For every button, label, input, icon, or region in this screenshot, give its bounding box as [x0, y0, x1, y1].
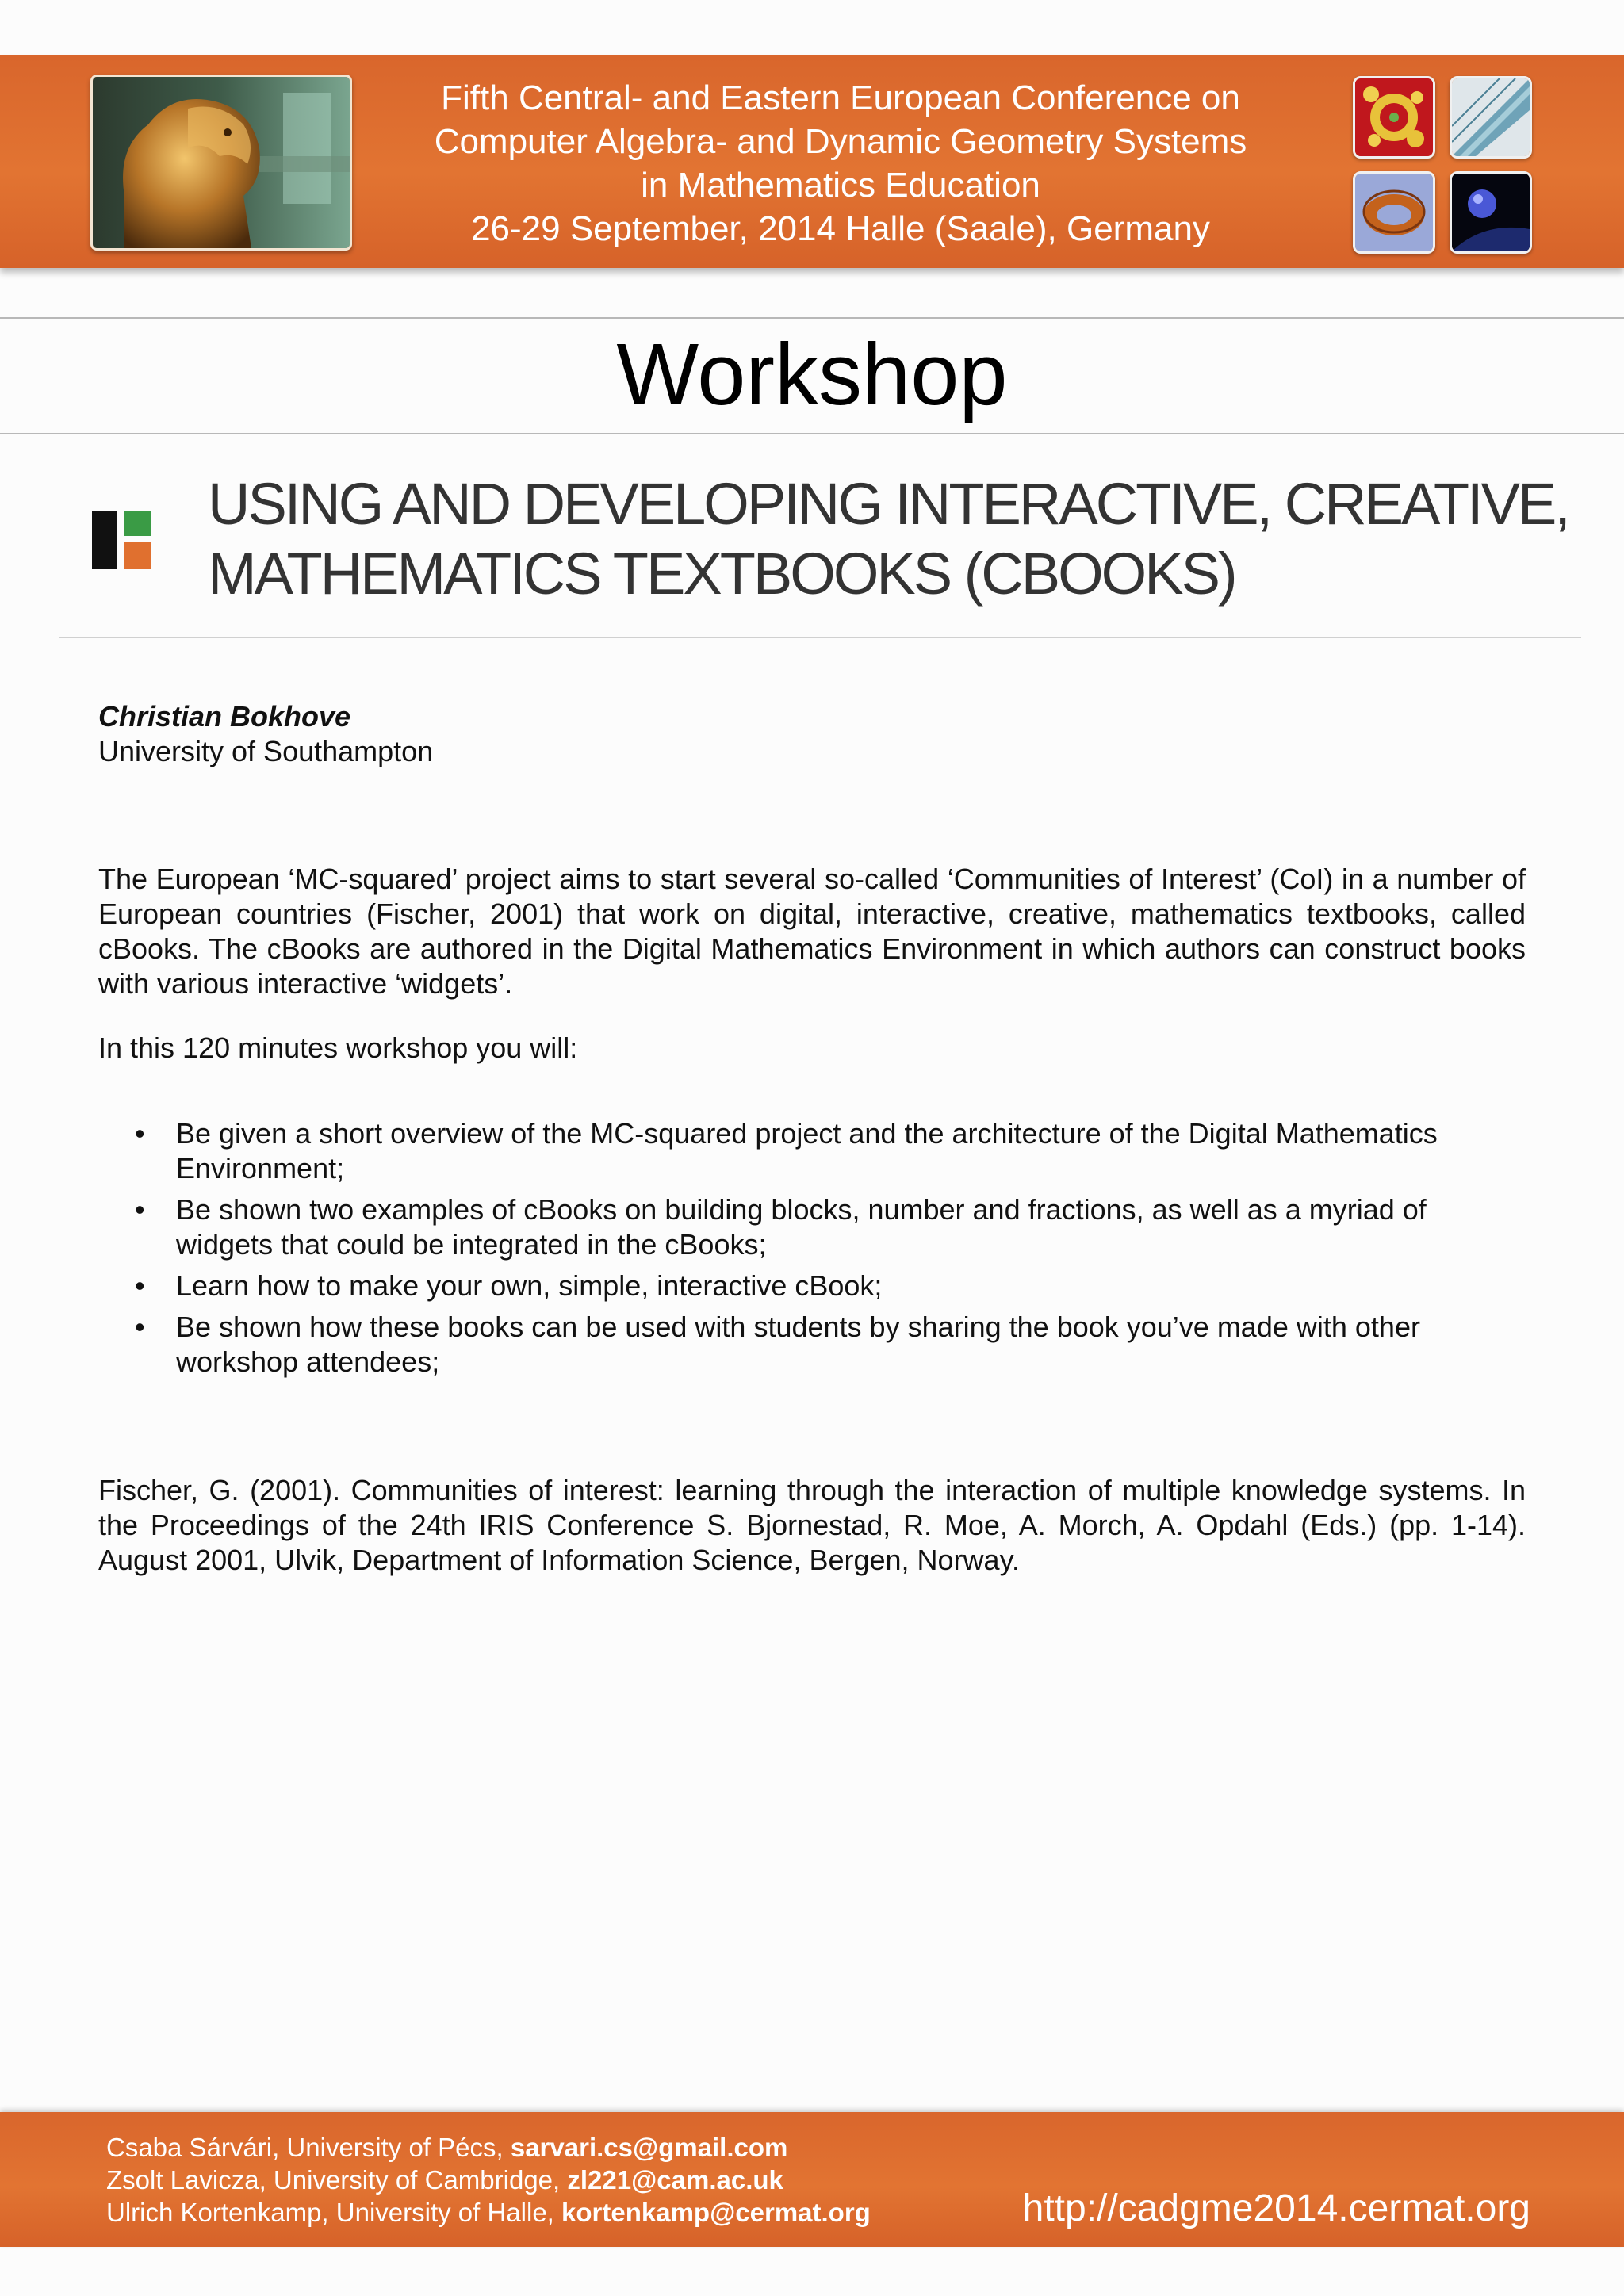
intro-sentence: In this 120 minutes workshop you will:: [98, 1031, 578, 1064]
lion-statue-photo: [90, 75, 352, 251]
author-block: [98, 699, 1526, 769]
conference-logo-icon: [92, 511, 151, 569]
divider: [0, 433, 1624, 434]
author-affiliation: University of Southampton: [98, 735, 434, 767]
divider: [59, 637, 1581, 638]
list-item: • Learn how to make your own, simple, interactive cBook;: [98, 1269, 1526, 1303]
talk-title: [208, 469, 1588, 609]
abstract-paragraph: The European ‘MC-squared’ project aims to start several so-called ‘Communities of Interest’ (CoI) in a number of European countries (Fischer, 2001) that work on digital, interactive, creative, mathematics textbooks, called cBooks. The cBooks are authored in the Digital Mathematics Environment in which authors can construct books with various interactive ‘widgets’.: [98, 863, 1526, 1000]
fractal-image-tile: [1353, 76, 1435, 159]
conference-title-line: Computer Algebra- and Dynamic Geometry Systems: [434, 122, 1247, 161]
conference-title-line: Fifth Central- and Eastern European Conference on: [441, 78, 1240, 117]
talk-title-line: MATHEMATICS TEXTBOOKS (CBOOKS): [208, 541, 1235, 607]
organizers-footer: [0, 2112, 1624, 2247]
organizer-email-link[interactable]: kortenkamp@cermat.org: [561, 2198, 871, 2227]
conference-header: [0, 55, 1624, 268]
list-item: • Be given a short overview of the MC-squared project and the architecture of the Digital Mathematics Environment;: [98, 1116, 1526, 1186]
geometry-surface-tile: [1450, 76, 1532, 159]
organizer-line: [106, 2164, 871, 2196]
organizer-name: Ulrich Kortenkamp, University of Halle,: [106, 2198, 562, 2227]
organizer-email-link[interactable]: zl221@cam.ac.uk: [567, 2165, 783, 2195]
conference-website-link[interactable]: http://cadgme2014.cermat.org: [1022, 2187, 1530, 2229]
section-heading: Workshop: [616, 326, 1008, 423]
divider: [0, 317, 1624, 319]
organizers-list: [106, 2131, 871, 2229]
conference-title-line: in Mathematics Education: [641, 166, 1040, 205]
workshop-outcomes-list: [98, 1116, 1526, 1386]
reference-paragraph: Fischer, G. (2001). Communities of interest: learning through the interaction of multiple knowledge systems. In the Proceedings of the 24th IRIS Conference S. Bjornestad, R. Moe, A. Morch, A. Opdahl (Eds.) (pp. 1-14). August 2001, Ulvik, Department of Information Science, Bergen, Norway.: [98, 1474, 1526, 1576]
organizer-line: [106, 2196, 871, 2229]
author-name: Christian Bokhove: [98, 700, 351, 733]
talk-title-line: USING AND DEVELOPING INTERACTIVE, CREATIVE,: [208, 471, 1568, 537]
list-item: • Be shown two examples of cBooks on building blocks, number and fractions, as well as a myriad of widgets that could be integrated in the cBooks;: [98, 1192, 1526, 1262]
torus-image-tile: [1353, 171, 1435, 254]
conference-dates-location: 26-29 September, 2014 Halle (Saale), Germany: [471, 209, 1210, 248]
organizer-line: [106, 2131, 871, 2164]
organizer-name: Zsolt Lavicza, University of Cambridge,: [106, 2165, 568, 2195]
organizer-name: Csaba Sárvári, University of Pécs,: [106, 2133, 511, 2162]
organizer-email-link[interactable]: sarvari.cs@gmail.com: [510, 2133, 788, 2162]
list-item: • Be shown how these books can be used with students by sharing the book you’ve made with other workshop attendees;: [98, 1310, 1526, 1380]
sphere-image-tile: [1450, 171, 1532, 254]
conference-title: [373, 76, 1308, 251]
